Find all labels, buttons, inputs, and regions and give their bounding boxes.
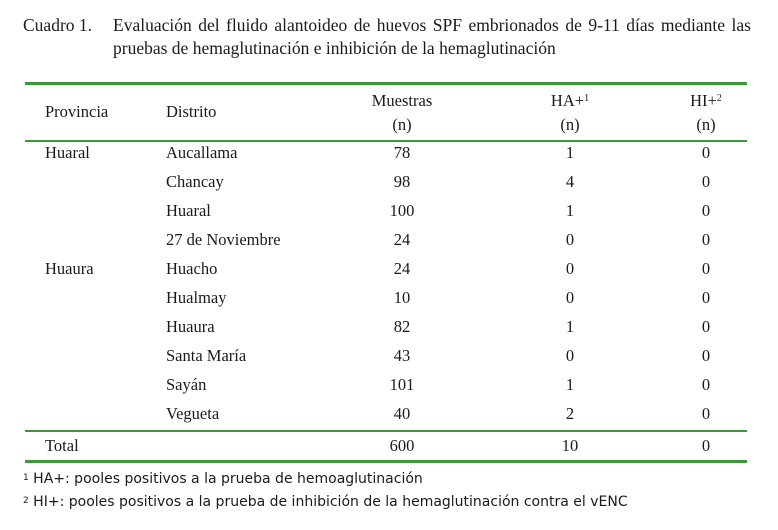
- header-distrito: Distrito: [166, 102, 217, 121]
- cell-hi: 0: [701, 230, 711, 249]
- total-rule: [25, 430, 747, 432]
- header-ha-unit: (n): [560, 115, 580, 134]
- cell-distrito: Huaura: [166, 317, 215, 336]
- cell-distrito: Huaral: [166, 201, 211, 220]
- cell-distrito: Huacho: [166, 259, 218, 278]
- header-hi-footnote-mark: 2: [716, 93, 722, 104]
- footnote-1-mark: 1: [23, 473, 29, 483]
- cell-muestras: 24: [393, 230, 411, 249]
- cell-hi: 0: [701, 288, 711, 307]
- cell-muestras: 78: [393, 143, 411, 162]
- header-hi-label: HI+: [690, 91, 717, 110]
- cell-ha: 0: [565, 288, 575, 307]
- cell-ha: 1: [565, 317, 575, 336]
- cell-hi: 0: [701, 172, 711, 191]
- cell-distrito: Sayán: [166, 375, 207, 394]
- cell-hi: 0: [701, 346, 711, 365]
- header-muestras: Muestras: [371, 91, 433, 110]
- footnote-2: [23, 492, 628, 512]
- cell-ha: 1: [565, 375, 575, 394]
- top-rule: [25, 82, 747, 85]
- cell-ha: 4: [565, 172, 575, 191]
- cell-distrito: Chancay: [166, 172, 224, 191]
- header-ha-label: HA+: [550, 91, 585, 110]
- total-ha: 10: [561, 436, 579, 455]
- cell-ha: 0: [565, 346, 575, 365]
- header-ha: [530, 90, 610, 112]
- header-hi-unit: (n): [696, 115, 716, 134]
- cell-muestras: 24: [393, 259, 411, 278]
- footnote-2-mark: 2: [23, 496, 29, 506]
- cell-muestras: 101: [389, 375, 415, 394]
- total-muestras: 600: [389, 436, 415, 455]
- header-ha-footnote-mark: 1: [584, 93, 590, 104]
- cell-hi: 0: [701, 375, 711, 394]
- header-hi: [666, 90, 746, 112]
- cell-distrito: 27 de Noviembre: [166, 230, 281, 249]
- cell-ha: 0: [565, 230, 575, 249]
- cell-hi: 0: [701, 317, 711, 336]
- cell-distrito: Santa María: [166, 346, 247, 365]
- footnote-1-text: HA+: pooles positivos a la prueba de hemoaglutinación: [28, 471, 423, 487]
- total-hi: 0: [701, 436, 711, 455]
- cell-distrito: Aucallama: [166, 143, 238, 162]
- header-provincia: Provincia: [45, 102, 109, 121]
- cell-ha: 0: [565, 259, 575, 278]
- cell-muestras: 43: [393, 346, 411, 365]
- cell-hi: 0: [701, 259, 711, 278]
- table-caption: [23, 14, 751, 60]
- total-label: Total: [45, 436, 79, 455]
- cell-ha: 1: [565, 143, 575, 162]
- cell-muestras: 98: [393, 172, 411, 191]
- cell-hi: 0: [701, 201, 711, 220]
- cell-provincia: Huaura: [45, 259, 94, 278]
- cell-provincia: Huaral: [45, 143, 90, 162]
- header-muestras-unit: (n): [392, 115, 412, 134]
- cell-ha: 1: [565, 201, 575, 220]
- caption-text: Evaluación del fluido alantoideo de huevos SPF embrionados de 9-11 días mediante las pruebas de hemaglutinación e inhibición de la hemaglutinación: [113, 15, 751, 58]
- cell-distrito: Hualmay: [166, 288, 227, 307]
- cell-muestras: 82: [393, 317, 411, 336]
- cell-ha: 2: [565, 404, 575, 423]
- caption-label: Cuadro 1.: [23, 15, 93, 35]
- footnote-1: [23, 469, 423, 489]
- cell-hi: 0: [701, 143, 711, 162]
- cell-muestras: 100: [389, 201, 415, 220]
- cell-muestras: 40: [393, 404, 411, 423]
- footnote-2-text: HI+: pooles positivos a la prueba de inhibición de la hemaglutinación contra el vENC: [28, 494, 628, 510]
- cell-distrito: Vegueta: [166, 404, 220, 423]
- bottom-rule: [25, 460, 747, 463]
- cell-muestras: 10: [393, 288, 411, 307]
- cell-hi: 0: [701, 404, 711, 423]
